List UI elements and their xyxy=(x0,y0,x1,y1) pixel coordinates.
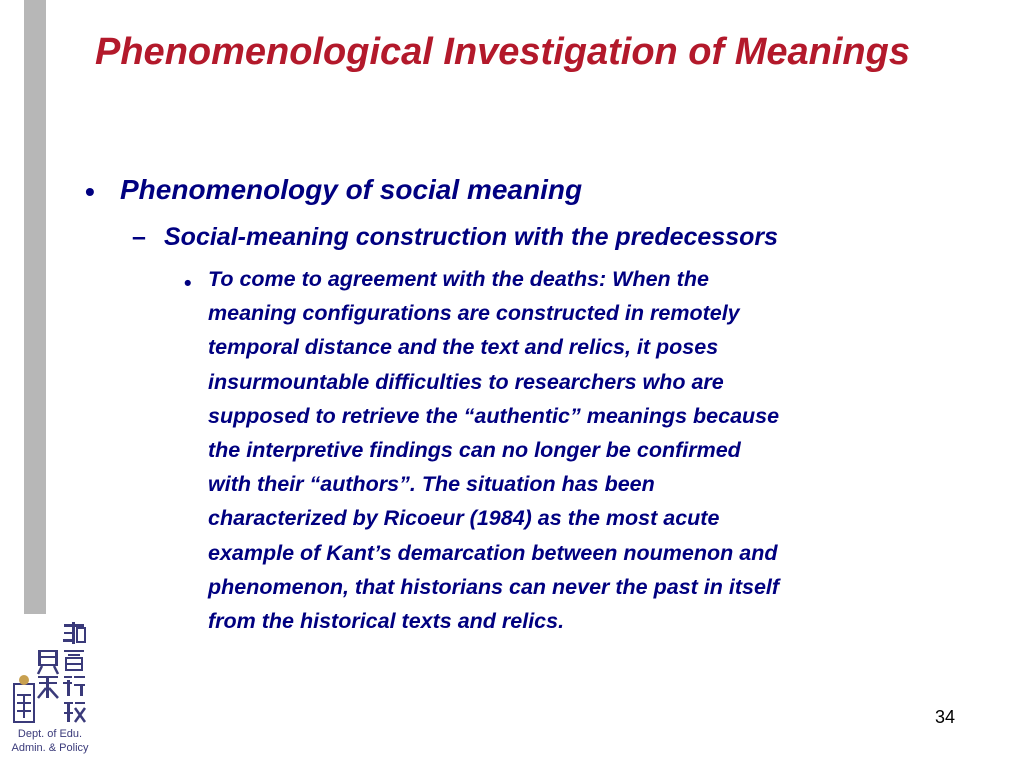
paragraph-line: with their “authors”. The situation has been xyxy=(208,472,655,497)
seal-glyphs-graphic xyxy=(8,622,92,726)
logo-dept-line2: Admin. & Policy xyxy=(11,742,89,754)
bullet-marker-level1: • xyxy=(85,176,95,207)
bullet-text-level2: Social-meaning construction with the predecessors xyxy=(164,223,779,251)
paragraph-line: phenomenon, that historians can never the past in itself xyxy=(208,574,780,599)
paragraph-line: example of Kant’s demarcation between noumenon and xyxy=(208,540,778,565)
paragraph-line: insurmountable difficulties to researchers who are xyxy=(208,369,724,394)
paragraph-line: temporal distance and the text and relics, it poses xyxy=(208,335,719,360)
paragraph-line: characterized by Ricoeur (1984) as the most acute xyxy=(208,506,720,531)
bullet-text-level1: Phenomenology of social meaning xyxy=(120,174,583,205)
paragraph-line: supposed to retrieve the “authentic” meanings because xyxy=(208,403,780,428)
dash-marker-level2: – xyxy=(132,223,146,251)
page-number: 34 xyxy=(935,707,956,727)
bullet-marker-level3: • xyxy=(184,271,192,295)
paragraph-line: from the historical texts and relics. xyxy=(208,609,565,634)
paragraph-line: To come to agreement with the deaths: When the xyxy=(208,267,709,291)
paragraph-line: the interpretive findings can no longer be confirmed xyxy=(208,438,741,463)
paragraph-line: meaning configurations are constructed in remotely xyxy=(208,301,740,326)
bullet-paragraph-level3 xyxy=(208,262,978,638)
slide-title: Phenomenological Investigation of Meanings xyxy=(95,31,910,73)
logo-dept-line1: Dept. of Edu. xyxy=(17,728,83,740)
department-logo xyxy=(8,622,92,762)
